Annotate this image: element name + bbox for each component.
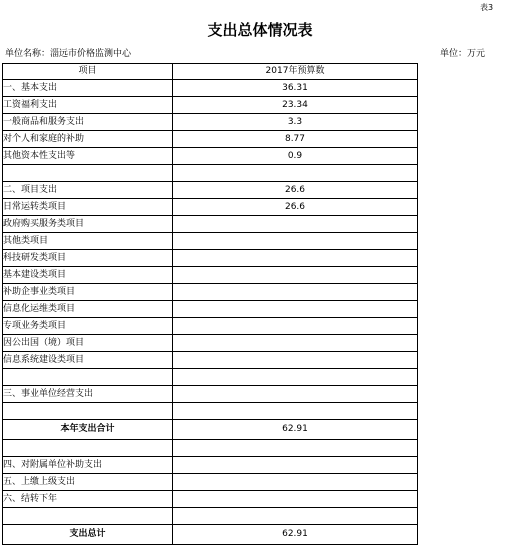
- row-value: [173, 403, 418, 420]
- row-label: 二、项目支出: [3, 182, 173, 199]
- row-label: 六、结转下年: [3, 491, 173, 508]
- row-label: 一、基本支出: [3, 80, 173, 97]
- table-row: [3, 199, 418, 216]
- row-label: [3, 165, 173, 182]
- table-row: [3, 131, 418, 148]
- table-row: [3, 525, 418, 545]
- row-label: 其他资本性支出等: [3, 148, 173, 165]
- table-header-row: [3, 64, 418, 80]
- row-value: 62.91: [173, 525, 418, 545]
- table-row: [3, 216, 418, 233]
- table-row: [3, 369, 418, 386]
- table-row: [3, 386, 418, 403]
- table-number: 表3: [480, 3, 494, 12]
- table-row: [3, 318, 418, 335]
- table-row: [3, 491, 418, 508]
- row-value: [173, 250, 418, 267]
- row-label: 科技研发类项目: [3, 250, 173, 267]
- row-label: 信息化运维类项目: [3, 301, 173, 318]
- row-label: 五、上缴上级支出: [3, 474, 173, 491]
- table-row: [3, 148, 418, 165]
- row-value: [173, 284, 418, 301]
- table-row: [3, 457, 418, 474]
- page-title: 支出总体情况表: [207, 21, 313, 39]
- row-label: 基本建设类项目: [3, 267, 173, 284]
- row-value: [173, 352, 418, 369]
- table-row: [3, 233, 418, 250]
- row-label: [3, 440, 173, 457]
- table-row: [3, 420, 418, 440]
- table-row: [3, 114, 418, 131]
- row-value: [173, 440, 418, 457]
- row-label: 其他类项目: [3, 233, 173, 250]
- table-row: [3, 80, 418, 97]
- row-label: 一般商品和服务支出: [3, 114, 173, 131]
- row-label: [3, 369, 173, 386]
- row-value: 3.3: [173, 114, 418, 131]
- table-row: [3, 301, 418, 318]
- table-row: [3, 440, 418, 457]
- row-value: [173, 386, 418, 403]
- column-header-budget: 2017年预算数: [173, 64, 418, 80]
- row-value: 8.77: [173, 131, 418, 148]
- row-label: [3, 508, 173, 525]
- row-label: 日常运转类项目: [3, 199, 173, 216]
- table-row: [3, 165, 418, 182]
- unit-name-label: 单位名称：淄远市价格监测中心: [5, 49, 132, 59]
- row-value: 62.91: [173, 420, 418, 440]
- row-value: [173, 165, 418, 182]
- row-label: [3, 403, 173, 420]
- row-label: 因公出国（境）项目: [3, 335, 173, 352]
- row-value: 23.34: [173, 97, 418, 114]
- row-value: [173, 457, 418, 474]
- row-value: [173, 233, 418, 250]
- row-label: 政府购买服务类项目: [3, 216, 173, 233]
- table-row: [3, 335, 418, 352]
- row-label: 工资福利支出: [3, 97, 173, 114]
- table-row: [3, 97, 418, 114]
- table-row: [3, 508, 418, 525]
- row-label: 专项业务类项目: [3, 318, 173, 335]
- row-value: 36.31: [173, 80, 418, 97]
- table-row: [3, 284, 418, 301]
- row-label: 四、对附属单位补助支出: [3, 457, 173, 474]
- table-row: [3, 182, 418, 199]
- row-value: [173, 318, 418, 335]
- table-row: [3, 267, 418, 284]
- row-value: [173, 216, 418, 233]
- row-label: 对个人和家庭的补助: [3, 131, 173, 148]
- table-row: [3, 352, 418, 369]
- column-header-item: 项目: [3, 64, 173, 80]
- row-value: 0.9: [173, 148, 418, 165]
- row-value: [173, 301, 418, 318]
- row-label: 支出总计: [3, 525, 173, 545]
- row-value: 26.6: [173, 199, 418, 216]
- table-row: [3, 403, 418, 420]
- row-value: [173, 508, 418, 525]
- row-label: 补助企事业类项目: [3, 284, 173, 301]
- row-label: 本年支出合计: [3, 420, 173, 440]
- row-label: 信息系统建设类项目: [3, 352, 173, 369]
- expenditure-table: [2, 63, 418, 545]
- row-value: 26.6: [173, 182, 418, 199]
- row-label: 三、事业单位经营支出: [3, 386, 173, 403]
- table-row: [3, 474, 418, 491]
- row-value: [173, 335, 418, 352]
- row-value: [173, 369, 418, 386]
- table-row: [3, 250, 418, 267]
- row-value: [173, 267, 418, 284]
- row-value: [173, 491, 418, 508]
- currency-unit-label: 单位：万元: [440, 49, 486, 59]
- row-value: [173, 474, 418, 491]
